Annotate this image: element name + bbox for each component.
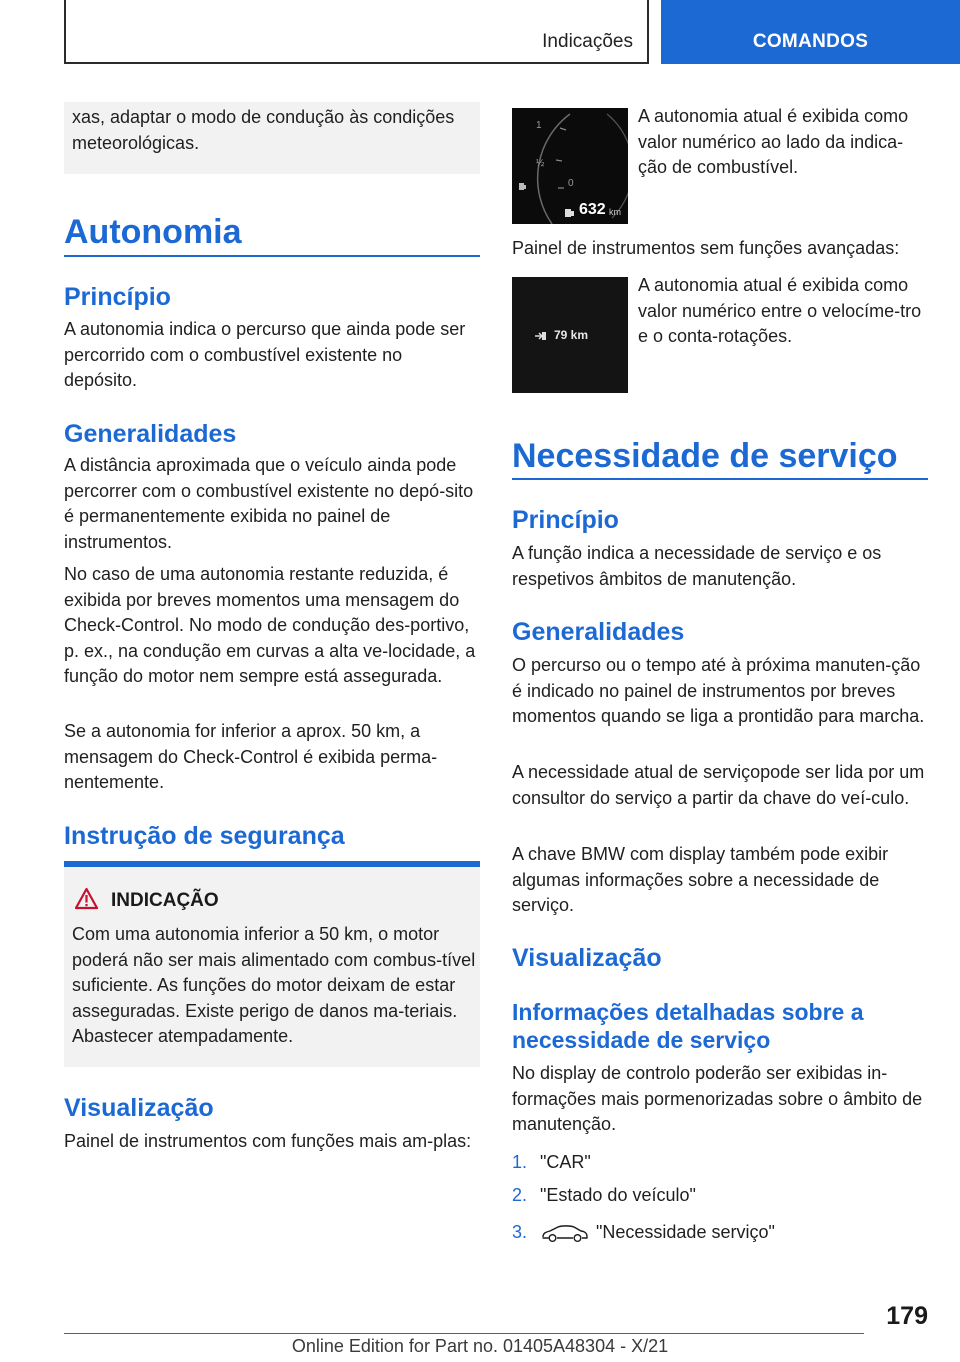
list-item: [512, 1183, 928, 1216]
header-section-tab: [64, 0, 649, 64]
display-text: Painel de instrumentos com funções mais am-plas:: [64, 1131, 472, 1151]
step-number: 1.: [512, 1152, 528, 1172]
principle-heading: Princípio: [64, 283, 171, 311]
basic-range-value: 79 km: [554, 328, 589, 342]
range-value: 632: [579, 201, 606, 218]
list-item: [512, 1216, 928, 1249]
display-heading: Visualização: [64, 1094, 214, 1122]
fuel-pump-icon: [564, 205, 576, 223]
warning-box: [64, 867, 480, 1067]
header-chapter-tab: [661, 0, 960, 64]
general-paragraph-2: No caso de uma autonomia restante reduzida, é exibida por breves momentos uma mensagem do Check-Control. No modo de condução des-portivo, p. ex., na condução em curvas a alta ve-locidade, a função do motor nem sempre está assegurada.: [64, 564, 476, 687]
general-paragraph-1: A distância aproximada que o veículo ainda pode percorrer com o combustível existente no depó-sito é permanentemente exibida no painel de instrumentos.: [64, 455, 474, 552]
service-principle-text: A função indica a necessidade de serviço e os respetivos âmbitos de manutenção.: [512, 543, 882, 589]
service-principle-heading: Princípio: [512, 506, 619, 534]
step-number: 3.: [512, 1221, 528, 1242]
step-list: [512, 1150, 928, 1249]
fuel-pump-icon: [534, 329, 548, 347]
page-number: 179: [886, 1302, 928, 1330]
general-paragraph-3: Se a autonomia for inferior a aprox. 50 km, a mensagem do Check-Control é exibida perma-nentemente.: [64, 721, 438, 793]
intro-text: xas, adaptar o modo de condução às condições meteorológicas.: [72, 107, 455, 153]
intro-box: [64, 102, 480, 174]
basic-cluster-label: Painel de instrumentos sem funções avançadas:: [512, 238, 900, 258]
gauge-label-full: 1: [536, 120, 542, 131]
edition-text: Online Edition for Part no. 01405A48304 - X/21: [291, 1336, 669, 1356]
warning-triangle-icon: [74, 887, 99, 915]
title-rule: [64, 255, 480, 257]
advanced-cluster-image: [512, 108, 628, 224]
step-label: "CAR": [540, 1152, 591, 1172]
service-detail-text: No display de controlo poderão ser exibidas in-formações mais pormenorizadas sobre o âmbito de manutenção.: [512, 1063, 923, 1135]
service-general-paragraph-1: O percurso ou o tempo até à próxima manuten-ção é indicado no painel de instrumentos por breves momentos quando se liga a prontidão para marcha.: [512, 655, 925, 727]
range-unit: km: [609, 207, 621, 217]
fuel-pump-icon: [518, 178, 527, 196]
warning-text: Com uma autonomia inferior a 50 km, o motor poderá não ser mais alimentado com combus-tível suficiente. As funções do motor deixam de estar asseguradas. Existe perigo de danos ma-teriais. Abastecer atempadamente.: [72, 924, 476, 1047]
service-title-rule: [512, 478, 928, 480]
basic-cluster-description: A autonomia atual é exibida como valor numérico entre o velocíme-tro e o conta-rotações.: [638, 275, 922, 347]
car-icon: [540, 1223, 590, 1243]
gauge-label-half: ½: [536, 158, 545, 169]
step-label: "Necessidade serviço": [596, 1221, 775, 1242]
service-general-paragraph-3: A chave BMW com display também pode exibir algumas informações sobre a necessidade de serviço.: [512, 844, 889, 916]
service-detail-heading: Informações detalhadas sobre a necessidade de serviço: [512, 999, 864, 1053]
step-label: "Estado do veículo": [540, 1185, 696, 1205]
service-general-paragraph-2: A necessidade atual de serviçopode ser lida por um consultor do serviço a partir da chave do veí-culo.: [512, 762, 925, 808]
list-item: [512, 1150, 928, 1183]
basic-cluster-image: [512, 277, 628, 393]
advanced-cluster-description: A autonomia atual é exibida como valor numérico ao lado da indica-ção de combustível.: [638, 106, 909, 178]
section-label: Indicações: [542, 31, 633, 52]
chapter-label: COMANDOS: [752, 31, 869, 52]
service-display-heading: Visualização: [512, 944, 662, 972]
gauge-label-empty: 0: [568, 178, 574, 189]
safety-heading: Instrução de segurança: [64, 822, 345, 850]
warning-title: INDICAÇÃO: [111, 890, 219, 911]
service-general-heading: Generalidades: [512, 618, 685, 646]
principle-text: A autonomia indica o percurso que ainda pode ser percorrido com o combustível existente no depósito.: [64, 319, 466, 391]
autonomy-title: Autonomia: [64, 213, 242, 251]
footer-rule: [64, 1333, 864, 1334]
step-number: 2.: [512, 1185, 528, 1205]
service-need-title: Necessidade de serviço: [512, 437, 898, 475]
general-heading: Generalidades: [64, 420, 237, 448]
